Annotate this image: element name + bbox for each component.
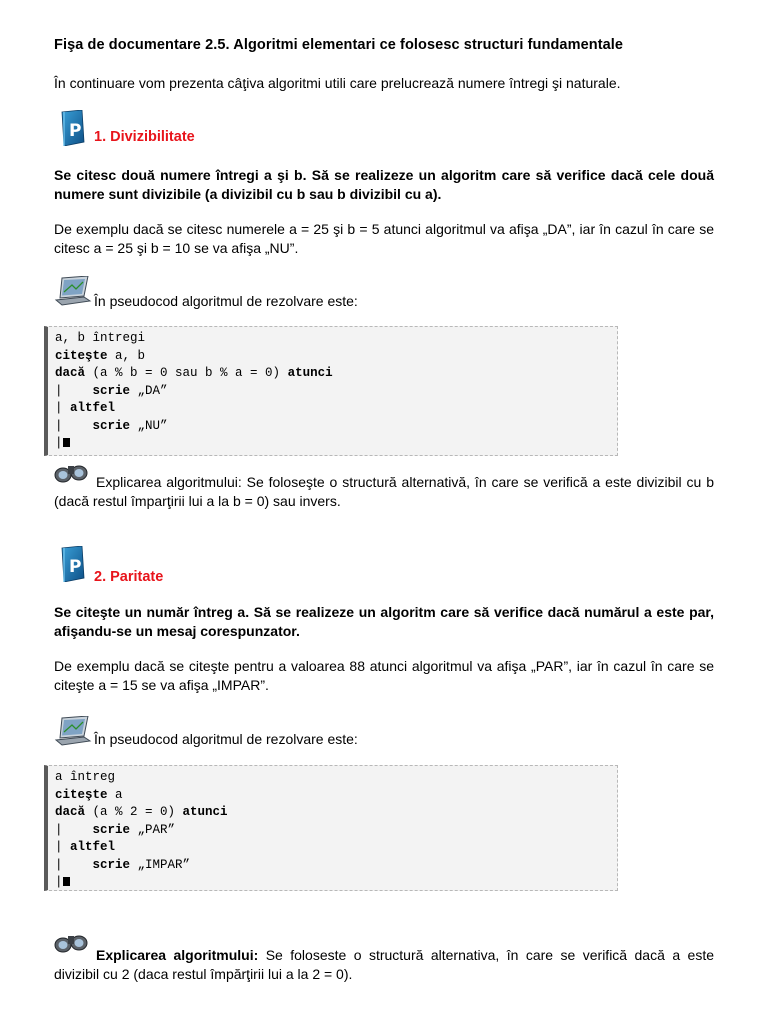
pseudocode-block-2	[44, 765, 618, 891]
explanation-1: Explicarea algoritmului: Se foloseşte o structură alternativă, în care se verifică a este divizibil cu b (dacă restul împarţirii lui a la b = 0) sau invers.	[54, 474, 714, 509]
presentation-p-icon	[58, 110, 86, 146]
laptop-icon	[54, 276, 92, 306]
problem-statement-2: Se citeşte un număr întreg a. Să se realizeze un algoritm care să verifice dacă numărul a este par, afişandu-se un mesaj corespunzator.	[54, 604, 714, 639]
code-line: | scrie „NU”	[55, 418, 168, 433]
code-line: |	[55, 435, 617, 453]
problem-statement-1: Se citesc două numere întregi a şi b. Să se realizeze un algoritm care să verifice dacă cele două numere sunt divizibile (a divizibil cu b sau b divizibil cu a).	[54, 167, 714, 202]
pseudocode-intro-1: În pseudocod algoritmul de rezolvare este:	[94, 293, 358, 309]
code-line: | scrie „PAR”	[55, 822, 176, 837]
code-line: citeşte a, b	[55, 348, 146, 363]
cursor-block	[63, 877, 70, 886]
pseudocode-intro-2: În pseudocod algoritmul de rezolvare este:	[94, 731, 358, 747]
code-line: | altfel	[55, 401, 116, 415]
pseudocode-block-1	[44, 326, 618, 456]
intro-paragraph: În continuare vom prezenta câţiva algoritmi utili care prelucrează numere întregi şi naturale.	[54, 75, 621, 91]
code-line: dacă (a % b = 0 sau b % a = 0) atunci	[55, 366, 333, 380]
svg-text:P: P	[69, 121, 82, 141]
section-heading-divizibilitate: 1. Divizibilitate	[94, 129, 195, 145]
example-paragraph-2: De exemplu dacă se citeşte pentru a valoarea 88 atunci algoritmul va afişa „PAR”, iar în cazul în care se citeşte a = 15 se va afişa „IMPAR”.	[54, 658, 714, 693]
laptop-icon	[54, 716, 92, 746]
code-line: |	[55, 874, 617, 892]
code-line: dacă (a % 2 = 0) atunci	[55, 805, 228, 819]
code-line: a întreg	[55, 770, 116, 784]
code-line: citeşte a	[55, 787, 123, 802]
example-paragraph-1: De exemplu dacă se citesc numerele a = 25 şi b = 5 atunci algoritmul va afişa „DA”, iar în cazul în care se citesc a = 25 şi b = 10 se va afişa „NU”.	[54, 221, 714, 256]
document-title: Fişa de documentare 2.5. Algoritmi elementari ce folosesc structuri fundamentale	[54, 37, 624, 53]
cursor-block	[63, 438, 70, 447]
code-line: | scrie „IMPAR”	[55, 857, 191, 872]
svg-text:P: P	[69, 557, 82, 577]
explanation-label: Explicarea algoritmului:	[96, 947, 259, 963]
code-line: | altfel	[55, 840, 116, 854]
explanation-2: Explicarea algoritmului: Se foloseste o structură alternativa, în care se verifică dacă a este divizibil cu 2 (daca restul împărţirii lui a la 2 = 0).	[54, 947, 714, 982]
section-heading-paritate: 2. Paritate	[94, 569, 164, 585]
code-line: | scrie „DA”	[55, 383, 168, 398]
code-line: a, b întregi	[55, 331, 146, 345]
presentation-p-icon	[58, 546, 86, 582]
